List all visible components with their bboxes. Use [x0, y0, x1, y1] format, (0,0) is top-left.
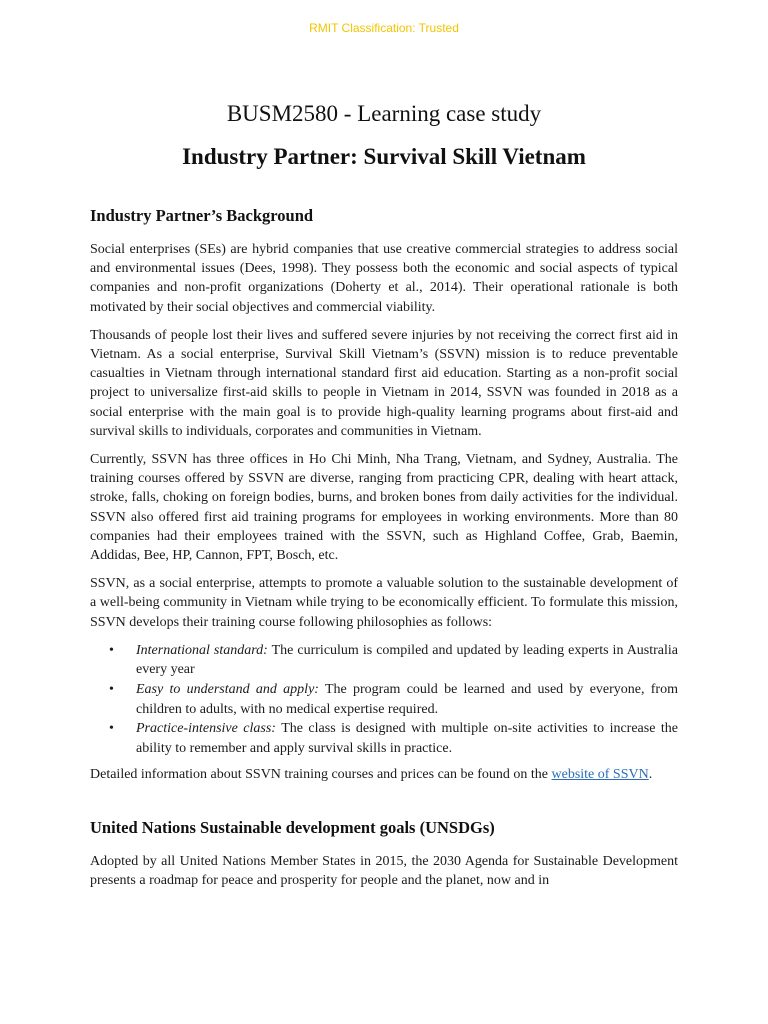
background-paragraph-3: Currently, SSVN has three offices in Ho Chi Minh, Nha Trang, Vietnam, and Sydney, Australia. The training courses offered by SSVN are diverse, ranging from practicing CPR, dealing with heart attack, stroke, falls, choking on foreign bodies, burns, and broken bones from daily activities for the individual. SSVN also offered first aid training programs for employees in working environments. More than 80 companies had their employees trained with the SSVN, such as Highland Coffee, Grab, Baemin, Addidas, Bee, HP, Cannon, FPT, Bosch, etc. [90, 452, 678, 564]
classification-label: RMIT Classification: Trusted [309, 21, 459, 35]
bullet-icon: • [109, 721, 114, 737]
list-item-term: International standard: [136, 642, 268, 658]
list-item-term: Easy to understand and apply: [136, 682, 319, 698]
paragraph-text: Detailed information about SSVN training courses and prices can be found on the [90, 767, 552, 783]
list-item-text: The class is designed with multiple on-site activities to increase the ability to remember and apply survival skills in practice. [136, 721, 678, 756]
bullet-icon: • [109, 642, 114, 658]
background-paragraph-5 [90, 765, 678, 784]
title-partner-line: Industry Partner: Survival Skill Vietnam [182, 144, 586, 169]
background-heading: Industry Partner’s Background [90, 206, 314, 225]
list-item-term: Practice-intensive class: [136, 721, 276, 737]
list-item [109, 719, 678, 758]
bullet-icon: • [109, 682, 114, 698]
background-paragraph-1: Social enterprises (SEs) are hybrid companies that use creative commercial strategies to address social and environmental issues (Dees, 1998). They possess both the economic and social aspects of typical companies and non-profit organizations (Doherty et al., 2014). Their operational rationale is both motivated by their social objectives and commercial viability. [90, 242, 678, 315]
document-title [0, 92, 768, 178]
background-paragraph-2: Thousands of people lost their lives and suffered severe injuries by not receiving the correct first aid in Vietnam. As a social enterprise, Survival Skill Vietnam’s (SSVN) mission is to reduce preventable casualties in Vietnam through international standard first aid education. Starting as a non-profit social project to universalize first-aid skills to people in Vietnam in 2014, SSVN was founded in 2018 as a social enterprise with the main goal is to provide high-quality learning programs about first-aid and survival skills to individuals, corporates and communities in Vietnam. [90, 327, 678, 439]
background-paragraph-4: SSVN, as a social enterprise, attempts to promote a valuable solution to the sustainable development of a well-being community in Vietnam while trying to be economically efficient. To formulate this mission, SSVN develops their training course following philosophies as follows: [90, 576, 678, 630]
title-course-line: BUSM2580 - Learning case study [226, 101, 542, 126]
ssvn-website-link[interactable]: website of SSVN [551, 767, 649, 783]
list-item-text: The curriculum is compiled and updated by leading experts in Australia every year [136, 642, 679, 678]
philosophy-list [90, 641, 678, 759]
list-item [109, 641, 679, 680]
list-item-text: The program could be learned and used by everyone, from children to adults, with no medical expertise required. [136, 682, 678, 717]
section-spacer [90, 794, 678, 816]
unsdgs-paragraph-1: Adopted by all United Nations Member States in 2015, the 2030 Agenda for Sustainable Development presents a roadmap for peace and prosperity for people and the planet, now and in [90, 853, 678, 888]
document-body [90, 204, 678, 899]
list-item [109, 680, 678, 719]
unsdgs-heading: United Nations Sustainable development goals (UNSDGs) [90, 817, 495, 837]
paragraph-text-end: . [648, 767, 653, 783]
